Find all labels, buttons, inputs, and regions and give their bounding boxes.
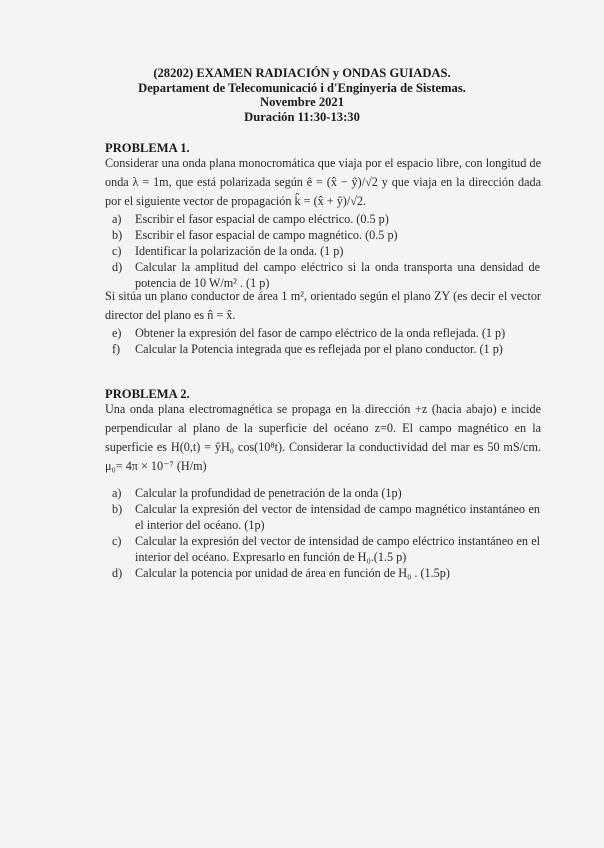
question-item	[112, 565, 540, 581]
question-item	[112, 341, 540, 357]
question-item	[112, 325, 540, 341]
question-item	[112, 227, 540, 243]
question-text: Escribir el fasor espacial de campo eléctrico. (0.5 p)	[135, 212, 389, 226]
question-text: Calcular la potencia por unidad de área en función de H₀ . (1.5p)	[135, 566, 450, 580]
exam-duration: Duración 11:30-13:30	[244, 109, 360, 124]
question-item	[112, 501, 540, 533]
question-label: c)	[112, 534, 122, 548]
question-text: Identificar la polarización de la onda. (1 p)	[135, 244, 344, 258]
exam-title: (28202) EXAMEN RADIACIÓN y ONDAS GUIADAS.	[153, 66, 451, 80]
exam-header	[0, 66, 604, 124]
question-label: a)	[112, 486, 122, 500]
question-item	[112, 533, 540, 565]
problem1-intro: Considerar una onda plana monocromática que viaja por el espacio libre, con longitud de onda λ = 1m, que está polarizada según ê = (x̂ − ŷ)/√2 y que viaja en la dirección dada por el siguiente vector de propagación k̂ = (x̂ + ŷ)/√2.	[105, 156, 541, 208]
question-item	[112, 211, 540, 227]
department-name: Departament de Telecomunicació i d'Enginyeria de Sistemas.	[138, 80, 466, 95]
question-item	[112, 485, 540, 501]
question-text: Escribir el fasor espacial de campo magnético. (0.5 p)	[135, 228, 398, 242]
exam-date: Novembre 2021	[259, 95, 345, 109]
problem2-questions	[112, 485, 540, 581]
question-text: Calcular la expresión del vector de intensidad de campo magnético instantáneo en el interior del océano. (1p)	[135, 502, 540, 532]
question-item	[112, 243, 540, 259]
question-label: e)	[112, 326, 122, 340]
question-label: a)	[112, 212, 122, 226]
problem1-middle: Si sitúa un plano conductor de área 1 m², orientado según el plano ZY (es decir el vector director del plano es n̂ = x̂.	[105, 289, 541, 322]
question-text: Calcular la amplitud del campo eléctrico si la onda transporta una densidad de potencia de 10 W/m² . (1 p)	[135, 260, 540, 290]
problem2-title: PROBLEMA 2.	[105, 387, 190, 401]
problem1-title: PROBLEMA 1.	[105, 141, 190, 155]
question-label: f)	[112, 342, 121, 356]
problem1-questions-2	[112, 325, 540, 357]
question-text: Calcular la Potencia integrada que es reflejada por el plano conductor. (1 p)	[135, 342, 503, 356]
question-text: Calcular la expresión del vector de intensidad de campo eléctrico instantáneo en el interior del océano. Expresarlo en función de H₀.(1.5 p)	[135, 534, 540, 564]
question-label: b)	[112, 502, 123, 516]
question-label: c)	[112, 244, 122, 258]
problem2-intro: Una onda plana electromagnética se propaga en la dirección +z (hacia abajo) e incide perpendicular al plano de la superficie del océano z=0. El campo magnético en la superficie es H(0,t) = ŷH₀ cos(10⁸t). Considerar la conductividad del mar es 50 mS/cm. μ₀= 4π × 10⁻⁷ (H/m)	[105, 402, 541, 473]
problem1-questions	[112, 211, 540, 291]
question-text: Calcular la profundidad de penetración de la onda (1p)	[135, 486, 402, 500]
question-label: b)	[112, 228, 123, 242]
question-label: d)	[112, 566, 123, 580]
question-label: d)	[112, 260, 123, 274]
question-text: Obtener la expresión del fasor de campo eléctrico de la onda reflejada. (1 p)	[135, 326, 506, 340]
